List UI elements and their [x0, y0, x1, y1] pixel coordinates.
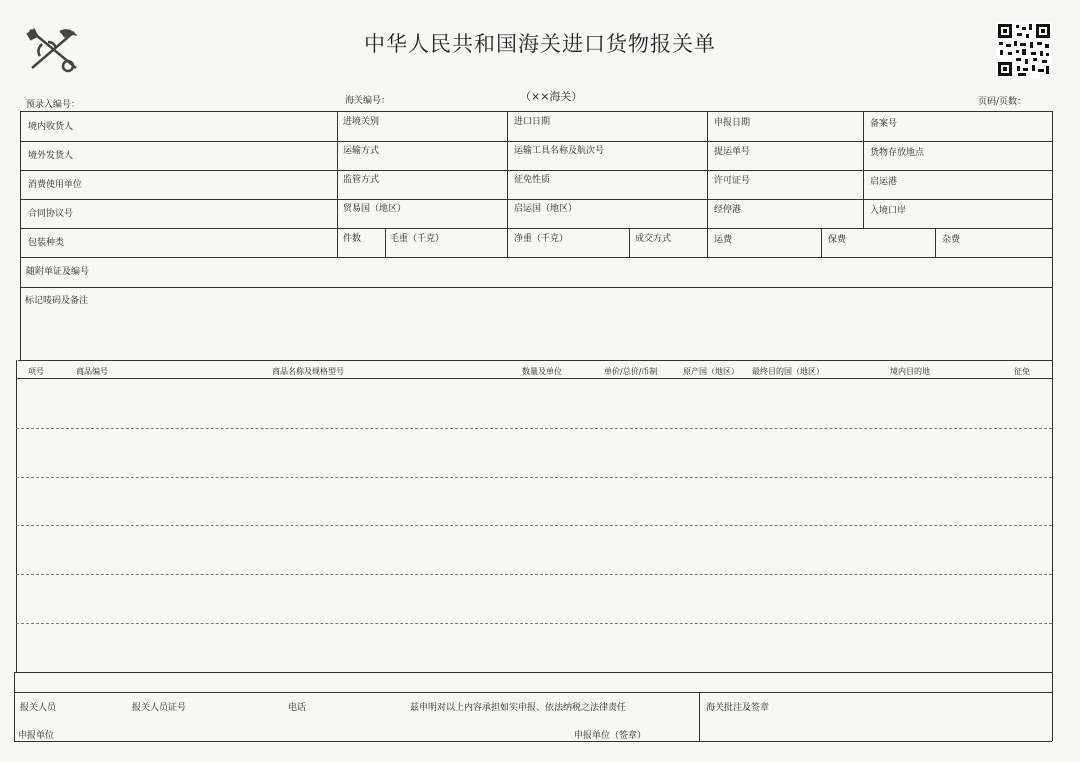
- customs-approval-label: 海关批注及签章: [706, 703, 770, 713]
- bill-of-lading-label: 提运单号: [714, 147, 751, 157]
- transport-mode-label: 运输方式: [343, 146, 380, 156]
- pre-entry-number-label: 预录入编号：: [26, 100, 81, 110]
- col-levy-exemption: 征免: [1014, 367, 1030, 376]
- col-quantity-unit: 数量及单位: [522, 367, 562, 376]
- levy-nature-label: 征免性质: [514, 175, 551, 185]
- contract-number-label: 合同协议号: [28, 209, 74, 219]
- declarant-label: 报关人员: [20, 703, 57, 713]
- declare-date-label: 申报日期: [714, 118, 751, 128]
- col-commodity-code: 商品编号: [76, 367, 108, 376]
- declaring-unit-label: 申报单位: [18, 731, 55, 741]
- consumer-unit-label: 消费使用单位: [28, 180, 83, 190]
- col-commodity-name: 商品名称及规格型号: [272, 367, 344, 376]
- entry-port-label: 进境关别: [343, 117, 380, 127]
- col-destination-country: 最终目的国（地区）: [752, 367, 824, 376]
- gross-weight-label: 毛重（千克）: [390, 234, 445, 244]
- col-origin-country: 原产国（地区）: [683, 367, 739, 376]
- transit-port-label: 经停港: [714, 205, 742, 215]
- storage-location-label: 货物存放地点: [870, 148, 925, 158]
- departure-port-label: 启运港: [870, 177, 898, 187]
- form-title: 中华人民共和国海关进口货物报关单: [364, 32, 716, 56]
- legal-statement: 兹申明对以上内容承担如实申报、依法纳税之法律责任: [410, 703, 627, 713]
- col-domestic-destination: 境内目的地: [890, 367, 930, 376]
- domestic-consignee-label: 境内收货人: [28, 122, 74, 132]
- trade-country-label: 贸易国（地区）: [343, 204, 407, 214]
- overseas-consignor-label: 境外发货人: [28, 151, 74, 161]
- misc-fee-label: 杂费: [942, 235, 961, 245]
- package-count-label: 件数: [343, 234, 362, 244]
- marks-remarks-label: 标记唛码及备注: [25, 296, 89, 306]
- record-number-label: 备案号: [870, 119, 898, 129]
- license-number-label: 许可证号: [714, 176, 751, 186]
- page-count-label: 页码/页数：: [978, 97, 1027, 107]
- departure-country-label: 启运国（地区）: [514, 204, 578, 214]
- vessel-voyage-label: 运输工具名称及航次号: [514, 146, 605, 156]
- col-price-currency: 单价/总价/币制: [604, 367, 658, 376]
- phone-label: 电话: [288, 703, 307, 713]
- transaction-mode-label: 成交方式: [635, 234, 672, 244]
- supervision-mode-label: 监管方式: [343, 175, 380, 185]
- customs-number-label: 海关编号：: [345, 96, 391, 106]
- declaring-unit-seal-label: 申报单位（签章）: [574, 731, 647, 741]
- attached-documents-label: 随附单证及编号: [26, 267, 90, 277]
- col-item-no: 项号: [28, 367, 44, 376]
- customs-name: （××海关）: [520, 90, 583, 103]
- freight-label: 运费: [714, 235, 733, 245]
- insurance-label: 保费: [828, 235, 847, 245]
- import-date-label: 进口日期: [514, 117, 551, 127]
- package-type-label: 包装种类: [28, 238, 65, 248]
- net-weight-label: 净重（千克）: [514, 234, 569, 244]
- declarant-cert-label: 报关人员证号: [132, 703, 187, 713]
- entry-port-of-entry-label: 入境口岸: [870, 206, 907, 216]
